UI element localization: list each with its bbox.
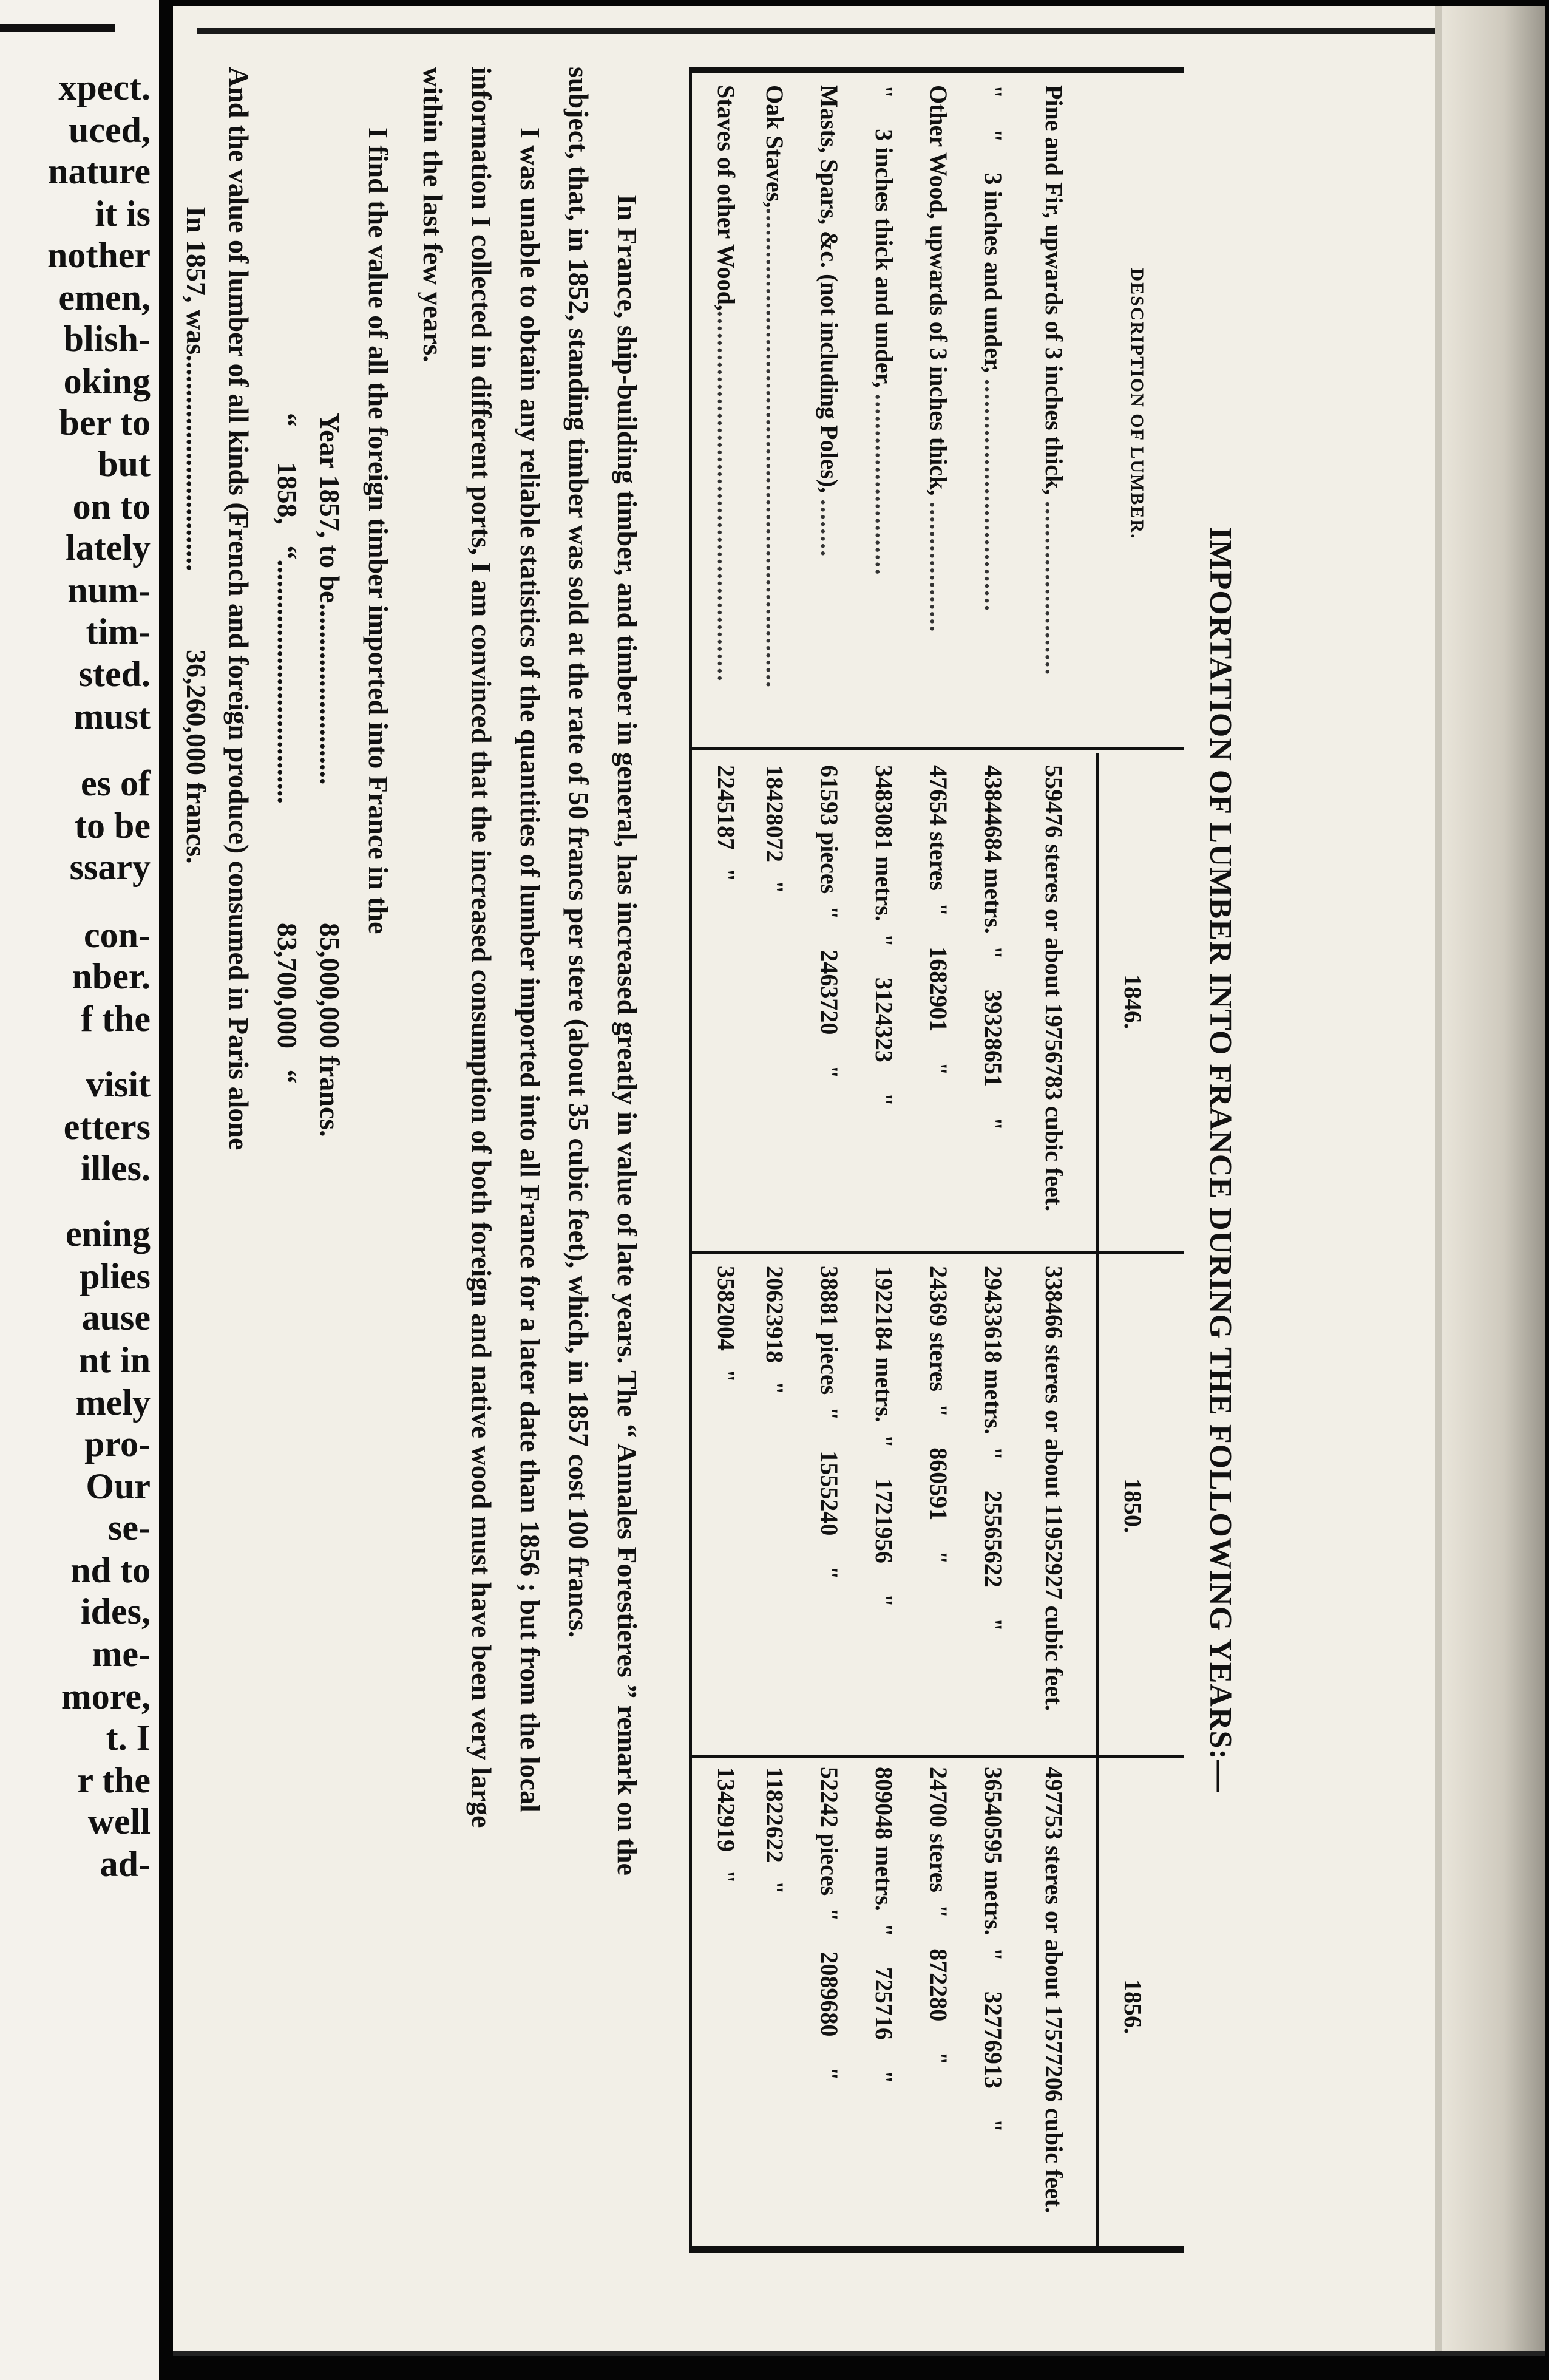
lumber-import-table — [692, 67, 1184, 2252]
cell-1846: 3483081 metrs. " 3124323 " — [870, 765, 898, 1107]
previous-page-margin — [0, 0, 159, 2380]
table-row — [693, 67, 741, 2252]
margin-text-line: con- — [84, 915, 151, 955]
cell-1856: 11822622 " — [761, 1767, 788, 1894]
table-row — [1021, 67, 1068, 2252]
leader-dots: ........................ — [1040, 501, 1068, 676]
margin-text-line: uced, — [69, 110, 151, 150]
margin-text-line: nother — [47, 235, 151, 275]
margin-text-line: illes. — [81, 1148, 151, 1188]
paragraph-line: In France, ship-building timber, and timber in general, has increased greatly in value of late years. The “ Annales Forestieres ” remark on the — [612, 194, 643, 1875]
leader-dots: ......................... — [870, 393, 898, 576]
cell-1850: 20623918 " — [761, 1266, 788, 1395]
cell-1846: 61593 pieces " 2463720 " — [816, 765, 843, 1079]
margin-text-line: me- — [92, 1634, 151, 1674]
margin-text-line: ides, — [80, 1591, 151, 1631]
year-1857-text: Year 1857, to be — [314, 413, 345, 604]
paragraph-line: subject, that, in 1852, standing timber was sold at the rate of 50 francs per stere (about 35 cubic feet), which, in 1857 cost 100 francs. — [563, 67, 594, 1638]
row-description: Staves of other Wood, — [713, 85, 740, 311]
rotated-content — [182, 67, 1238, 2374]
margin-text-line: ause — [81, 1297, 151, 1338]
row-description: Masts, Spars, &c. (not including Poles), — [816, 85, 843, 494]
leader-dots: ........ — [816, 499, 843, 558]
year-1858-label — [271, 413, 303, 804]
margin-text-line: on to — [72, 486, 151, 526]
table-row — [960, 67, 1008, 2252]
leader-dots: .................................................................. — [761, 208, 788, 689]
table-bottom-rule — [689, 67, 692, 2252]
header-1856: 1856. — [1119, 1979, 1147, 2034]
margin-text-line: pro- — [84, 1424, 151, 1464]
leader-dots: ............................... — [181, 355, 212, 571]
margin-text-line: tim- — [86, 611, 151, 651]
cell-1850: 1922184 metrs. " 1721956 " — [870, 1266, 898, 1608]
row-description: Other Wood, upwards of 3 inches thick, — [925, 85, 952, 496]
paris-1857-value: 36,260,000 francs. — [181, 650, 212, 864]
margin-text-line: lately — [66, 528, 151, 568]
cell-1856: 1342919 " — [713, 1767, 740, 1884]
page-fold — [1435, 6, 1442, 2356]
cell-1846: 2245187 " — [713, 765, 740, 882]
margin-text-line: f the — [81, 999, 151, 1039]
leader-dots: .................. — [925, 501, 952, 633]
paragraph-line: I find the value of all the foreign timber imported into France in the — [363, 127, 394, 934]
table-row — [796, 67, 844, 2252]
margin-text-line: nd to — [70, 1550, 151, 1590]
margin-text-line: mely — [75, 1382, 151, 1423]
page-binding-shadow — [1442, 6, 1545, 2356]
year-1857-label — [314, 413, 346, 784]
row-description: " " 3 inches and under, — [980, 85, 1007, 373]
cell-1850: 24369 steres " 860591 " — [925, 1266, 952, 1565]
table-row — [906, 67, 953, 2252]
leader-dots: .......................... — [314, 603, 345, 785]
leader-dots: ................................ — [980, 379, 1007, 613]
header-1846: 1846. — [1119, 974, 1147, 1029]
margin-text-line: ber to — [59, 403, 151, 443]
year-1857-value: 85,000,000 francs. — [314, 923, 345, 1137]
margin-text-line: r the — [77, 1760, 151, 1800]
year-1858-text: “ 1858, “ — [272, 413, 303, 560]
table-header-row — [1099, 67, 1184, 2252]
cell-1846: 559476 steres or about 19756783 cubic feet. — [1040, 765, 1068, 1212]
margin-text-line: Our — [86, 1466, 151, 1506]
cell-1856: 497753 steres or about 17577206 cubic feet. — [1040, 1767, 1068, 2214]
year-1858-value: 83,700,000 “ — [272, 923, 303, 1084]
paris-1857-text: In 1857, was — [181, 206, 212, 355]
paris-1857-label — [180, 206, 212, 571]
margin-text-line: es of — [81, 763, 151, 803]
cell-1850: 38881 pieces " 1555240 " — [816, 1266, 843, 1580]
table-row — [851, 67, 898, 2252]
paragraph-line: information I collected in different ports, I am convinced that the increased consumption of both foreign and native wood must have been very large — [466, 67, 497, 1828]
leader-dots: ................................... — [272, 559, 303, 804]
header-description: DESCRIPTION OF LUMBER. — [1127, 268, 1147, 540]
margin-text-line: to be — [75, 806, 151, 846]
cell-1850: 3582004 " — [713, 1266, 740, 1383]
page-top-rule — [197, 28, 1442, 34]
margin-text-line: t. I — [106, 1718, 151, 1758]
cell-1846: 18428072 " — [761, 765, 788, 894]
paragraph-line: And the value of lumber of all kinds (French and foreign produce) consumed in Paris alone — [223, 67, 254, 1151]
cell-1856: 52242 pieces " 2089680 " — [816, 1767, 843, 2081]
margin-text-line: ening — [65, 1214, 151, 1254]
header-1850: 1850. — [1119, 1478, 1147, 1533]
leader-dots: ................................................... — [713, 310, 740, 682]
margin-rule — [0, 24, 115, 32]
margin-text-line: but — [98, 444, 151, 484]
margin-text-line: nt in — [78, 1340, 151, 1380]
cell-1856: 36540595 metrs. " 32776913 " — [980, 1767, 1007, 2133]
paragraph-line: within the last few years. — [418, 67, 449, 362]
margin-text-line: more, — [61, 1676, 151, 1716]
margin-text-line: ssary — [69, 847, 151, 887]
cell-1850: 338466 steres or about 11952927 cubic feet. — [1040, 1266, 1068, 1711]
margin-text-line: sted. — [78, 654, 151, 694]
margin-text-line: must — [73, 696, 151, 736]
margin-text-line: xpect. — [58, 67, 151, 107]
margin-text-line: oking — [63, 361, 151, 401]
margin-text-line: num- — [67, 570, 151, 610]
row-description: Pine and Fir, upwards of 3 inches thick, — [1040, 85, 1068, 495]
cell-1856: 809048 metrs. " 725716 " — [870, 1767, 898, 2084]
cell-1846: 47654 steres " 1682901 " — [925, 765, 952, 1076]
table-title: IMPORTATION OF LUMBER INTO FRANCE DURING THE FOLLOWING YEARS:— — [1203, 527, 1238, 1792]
row-description: Oak Staves, — [761, 85, 788, 208]
row-description: " 3 inches thick and under, — [870, 85, 898, 388]
margin-text-line: it is — [95, 194, 151, 234]
margin-text-line: visit — [86, 1064, 151, 1104]
table-row — [742, 67, 789, 2252]
cell-1846: 43844684 metrs. " 39328651 " — [980, 765, 1007, 1131]
paragraph-line: I was unable to obtain any reliable statistics of the quantities of lumber imported into all France for a later date than 1856 ; but from the local — [515, 127, 546, 1812]
margin-text-line: blish- — [63, 319, 151, 359]
margin-text-line: nature — [48, 151, 151, 191]
margin-text-line: plies — [80, 1256, 151, 1296]
cell-1850: 29433618 metrs. " 25565622 " — [980, 1266, 1007, 1632]
margin-text-line: se- — [108, 1508, 151, 1548]
margin-text-line: ad- — [100, 1844, 151, 1884]
margin-text-line: well — [87, 1801, 151, 1841]
header-rule — [1096, 753, 1099, 2252]
margin-text-line: emen, — [58, 277, 151, 318]
margin-text-line: nber. — [72, 956, 151, 996]
cell-1856: 24700 steres " 872280 " — [925, 1767, 952, 2066]
margin-text-line: etters — [63, 1107, 151, 1147]
